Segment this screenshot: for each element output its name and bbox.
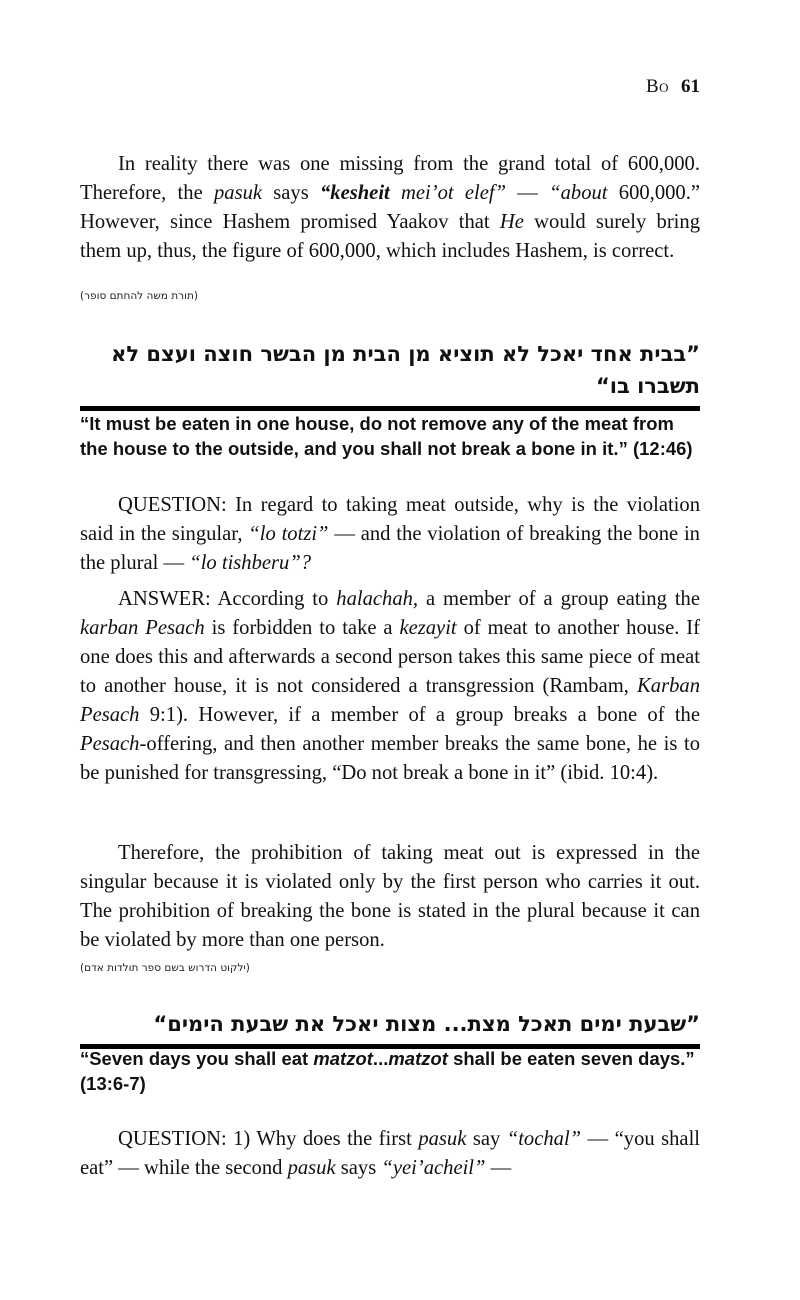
running-head: [646, 76, 700, 98]
text-run: “kesheit: [319, 182, 390, 204]
text-run: pasuk: [287, 1157, 336, 1179]
text-run: would surely bring them up, thus, the figure of 600,000, which includes Hashem, is correct.: [80, 211, 700, 262]
text-run: QUESTION: In regard to taking meat outside, why is the violation said in the singular,: [80, 494, 700, 545]
text-run: “yei’acheil”: [381, 1157, 486, 1179]
text-run: 9:1). However, if a member of a group breaks a bone of the: [139, 704, 700, 726]
text-run: say: [466, 1128, 507, 1150]
text-run: matzot: [313, 1048, 373, 1069]
text-run: In reality there was one missing from the grand total of 600,000. Therefore, the: [80, 153, 700, 204]
text-run: QUESTION: 1) Why does the first: [118, 1128, 419, 1150]
text-run: karban Pesach: [80, 617, 205, 639]
text-run: pasuk: [418, 1128, 467, 1150]
text-run: ANSWER: According to: [118, 588, 337, 610]
text-run: —: [485, 1157, 512, 1179]
text-run: “tochal”: [506, 1128, 582, 1150]
text-run: offering, and then another member breaks the same bone, he is to be punished for transgressing, “Do not break a bone in it” (ibid. 10:4).: [80, 733, 700, 784]
intro-source-citation: [80, 290, 700, 302]
text-run: halachah,: [336, 588, 419, 610]
text-run: He: [499, 211, 524, 233]
section1-answer: [80, 585, 700, 788]
text-run: says: [262, 182, 320, 204]
running-head-title: Bo: [645, 76, 669, 97]
text-run: “lo tishberu”?: [189, 552, 312, 574]
section1-conclusion: [80, 839, 700, 955]
section1-english-heading: [80, 411, 700, 461]
text-run: ...: [372, 1048, 389, 1069]
section2-english-heading: [80, 1046, 700, 1096]
section2-hebrew-heading: ”שבעת ימים תאכל מצת... מצות יאכל את שבעת הימים“: [80, 1008, 700, 1049]
section1-question: [80, 491, 700, 578]
text-run: 600,000.” However, since Hashem promised Yaakov that: [80, 182, 700, 233]
section2-question: [80, 1125, 700, 1183]
text-run: Karban Pesach: [80, 675, 700, 726]
text-run: “about: [549, 182, 608, 204]
page-number: 61: [681, 76, 700, 97]
text-run: “Seven days you shall eat: [80, 1048, 314, 1069]
intro-paragraph: [80, 150, 700, 266]
text-run: pasuk: [213, 182, 263, 204]
text-run: a member of a group eating the: [418, 588, 700, 610]
text-run: is forbidden to take a: [204, 617, 400, 639]
intro-source-text: (תורת משה להחתם סופר): [80, 290, 198, 302]
text-run: — and the violation of breaking the bone in the plural —: [80, 523, 700, 574]
text-run: “It must be eaten in one house, do not remove any of the meat from the house to the outside, and you shall not break a bone in it.” (12:46): [80, 413, 693, 459]
section1-source-citation: [80, 962, 700, 974]
text-run: kezayit: [399, 617, 457, 639]
text-run: says: [335, 1157, 382, 1179]
text-run: of meat to another house. If one does this and afterwards a second person takes this same piece of meat to another house, it is not considered a transgression (Rambam,: [80, 617, 700, 697]
text-run: —: [506, 182, 550, 204]
text-run: shall be eaten seven days.” (13:6-7): [80, 1048, 695, 1094]
section1-source-text: (ילקוט הדרוש בשם ספר תולדות אדם): [80, 962, 250, 974]
text-run: — “you shall eat” — while the second: [80, 1128, 701, 1179]
text-run: mei’ot elef”: [389, 182, 507, 204]
text-run: Therefore, the prohibition of taking meat out is expressed in the singular because it is violated only by the first person who carries it out. The prohibition of breaking the bone is stated in the plural because it can be violated by more than one person.: [80, 842, 700, 951]
text-run: Pesach-: [80, 733, 147, 755]
text-run: “lo totzi”: [248, 523, 329, 545]
text-run: matzot: [388, 1048, 448, 1069]
section1-hebrew-heading: ”בבית אחד יאכל לא תוציא מן הבית מן הבשר חוצה ועצם לא תשברו בו“: [80, 338, 700, 411]
